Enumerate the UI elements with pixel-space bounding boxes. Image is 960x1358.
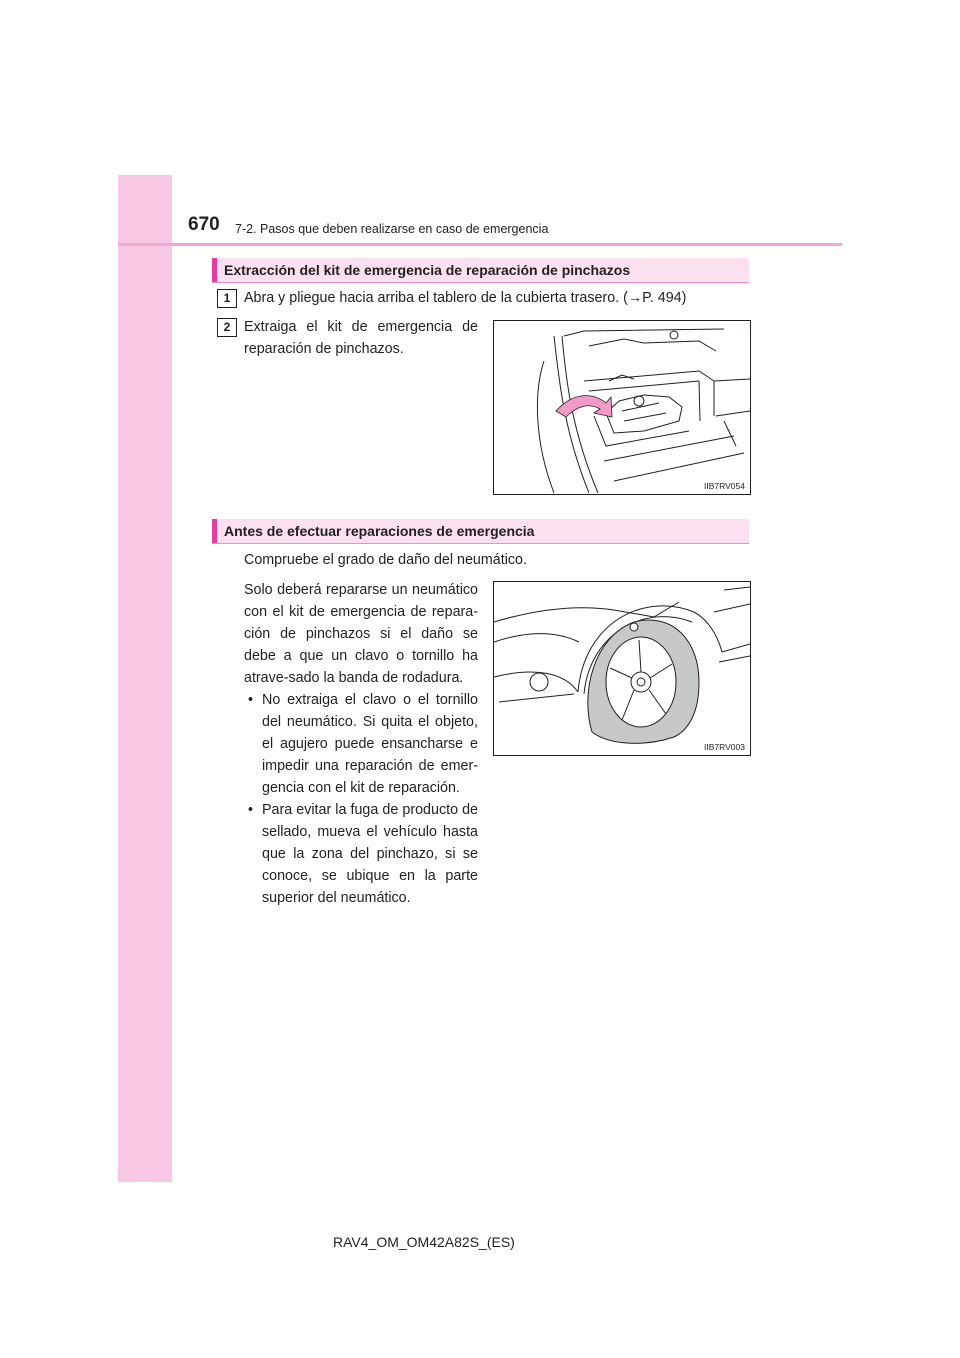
- bullet-item: [244, 689, 478, 799]
- section-heading-before-repair: [212, 519, 749, 544]
- section-title: Antes de efectuar reparaciones de emergencia: [224, 523, 535, 539]
- flat-tire-drawing: [494, 582, 750, 755]
- step-2-text: Extraiga el kit de emergencia de reparación de pinchazos.: [244, 319, 478, 357]
- section-heading-extraction: [212, 258, 749, 283]
- section-title: Extracción del kit de emergencia de reparación de pinchazos: [224, 262, 631, 278]
- figure-code: IIB7RV054: [704, 481, 745, 491]
- step-badge-1: 1: [217, 289, 237, 308]
- bullet-dot: •: [248, 802, 254, 818]
- section-accent: [212, 258, 217, 282]
- pull-arrow-icon: [556, 396, 612, 417]
- footer-code: RAV4_OM_OM42A82S_(ES): [333, 1234, 515, 1250]
- nail-icon: [630, 623, 638, 631]
- paragraph: Solo deberá repararse un neumático con el kit de emergencia de repara-ción de pinchazos si el daño se debe a que un clavo o tornillo ha atrave-sado la banda de rodadura.: [244, 582, 478, 686]
- figure-code: IIB7RV003: [704, 742, 745, 752]
- trunk-drawing: [494, 321, 750, 494]
- step-badge-2: 2: [217, 318, 237, 337]
- instructions-block: [244, 579, 478, 909]
- bullet-dot: •: [248, 692, 254, 708]
- header-rule: [118, 243, 842, 246]
- bullet-text: No extraiga el clavo o el tornillo del neumático. Si quita el objeto, el agujero puede ensancharse e impedir una reparación de emer-gencia con el kit de reparación.: [262, 692, 478, 796]
- bullet-text: Para evitar la fuga de producto de sellado, mueva el vehículo hasta que la zona del pinchazo, si se conoce, se ubique en la parte superior del neumático.: [262, 802, 478, 906]
- step-1-text: Abra y pliegue hacia arriba el tablero de la cubierta trasero. (→P. 494): [244, 290, 687, 306]
- flat-tire-illustration: [493, 581, 751, 756]
- side-band: [118, 175, 172, 1182]
- page-number: 670: [188, 214, 220, 235]
- intro-text: Compruebe el grado de daño del neumático.: [244, 552, 527, 568]
- trunk-illustration: [493, 320, 751, 495]
- section-accent: [212, 519, 217, 543]
- bullet-item: [244, 799, 478, 909]
- chapter-title: 7-2. Pasos que deben realizarse en caso de emergencia: [235, 222, 549, 236]
